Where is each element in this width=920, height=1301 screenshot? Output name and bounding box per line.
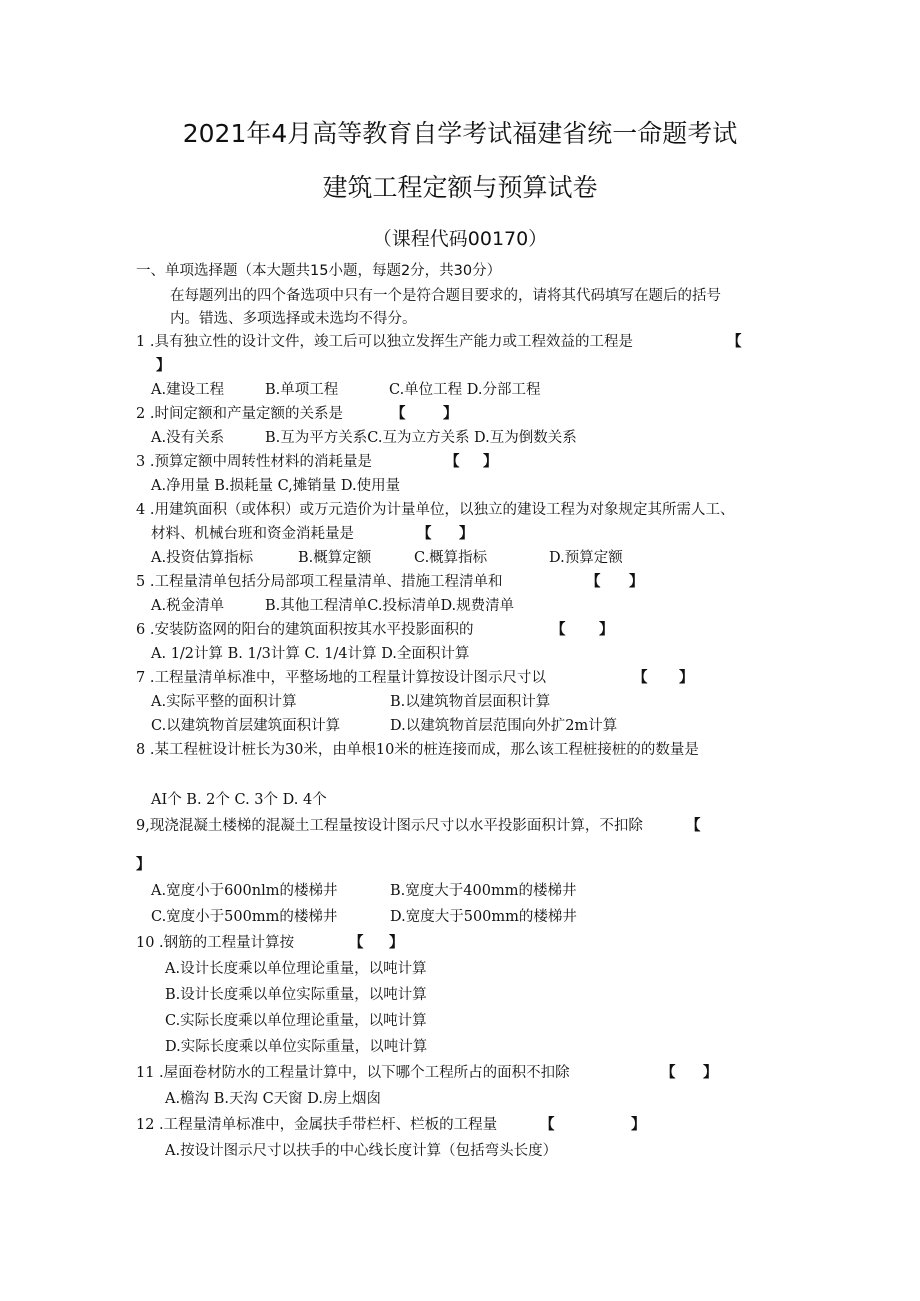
option: A.税金清单	[151, 598, 225, 614]
option: C.宽度小于500mm的楼梯井	[151, 909, 338, 925]
instructions-line-1: 在每题列出的四个备选项中只有一个是符合题目要求的，请将其代码填写在题后的括号	[170, 288, 721, 304]
answer-bracket-open: 【	[586, 574, 601, 590]
option: D.以建筑物首层范围向外扩2m计算	[390, 718, 618, 734]
question-8: 8 .某工程桩设计桩长为30米，由单根10米的桩连接而成，那么该工程桩接桩的的数量是	[136, 742, 699, 758]
answer-bracket-close: 】	[629, 574, 644, 590]
option: B.设计长度乘以单位实际重量，以吨计算	[165, 987, 427, 1003]
option: C.概算指标	[414, 550, 488, 566]
answer-bracket-close: 】	[703, 1065, 718, 1081]
answer-bracket-open: 【	[391, 406, 406, 422]
option: B.单项工程	[265, 382, 339, 398]
answer-bracket-open: 【	[661, 1065, 676, 1081]
answer-bracket-open: 【	[633, 670, 648, 686]
answer-bracket-close: 】	[136, 857, 151, 873]
question-3: 3 .预算定额中周转性材料的消耗量是	[136, 454, 372, 470]
question-1: 1 .具有独立性的设计文件，竣工后可以独立发挥生产能力或工程效益的工程是	[136, 334, 633, 350]
option: A.净用量 B.损耗量 C,摊销量 D.使用量	[151, 478, 401, 494]
answer-bracket-close: 】	[599, 622, 614, 638]
question-10: 10 .钢筋的工程量计算按	[136, 935, 295, 951]
exam-subtitle: 建筑工程定额与预算试卷	[322, 173, 598, 202]
option: C.以建筑物首层建筑面积计算	[151, 718, 341, 734]
answer-bracket-close: 】	[459, 526, 474, 542]
option: A.宽度小于600nlm的楼梯井	[151, 883, 338, 899]
option: B.宽度大于400mm的楼梯井	[390, 883, 577, 899]
answer-bracket-open: 【	[686, 818, 701, 834]
answer-bracket-close: 】	[679, 670, 694, 686]
option: C.实际长度乘以单位理论重量，以吨计算	[165, 1013, 427, 1029]
option: A.投资估算指标	[151, 550, 254, 566]
answer-bracket-open: 【	[727, 334, 742, 350]
option: C.单位工程 D.分部工程	[389, 382, 541, 398]
option: A.设计长度乘以单位理论重量，以吨计算	[165, 961, 427, 977]
option: A.按设计图示尺寸以扶手的中心线长度计算（包括弯头长度）	[165, 1143, 558, 1159]
option: D.实际长度乘以单位实际重量，以吨计算	[165, 1039, 428, 1055]
option: A.没有关系	[151, 430, 225, 446]
option: A. 1/2计算 B. 1/3计算 C. 1/4计算 D.全面积计算	[151, 646, 470, 662]
answer-bracket-close: 】	[156, 358, 171, 374]
option: B.以建筑物首层面积计算	[390, 694, 551, 710]
question-11: 11 .屋面卷材防水的工程量计算中，以下哪个工程所占的面积不扣除	[136, 1065, 570, 1081]
option: AI个 B. 2个 C. 3个 D. 4个	[151, 792, 327, 808]
course-code: （课程代码00170）	[372, 228, 548, 250]
option: D.宽度大于500mm的楼梯井	[390, 909, 577, 925]
option: A.建设工程	[151, 382, 225, 398]
question-12: 12 .工程量清单标准中，金属扶手带栏杆、栏板的工程量	[136, 1117, 498, 1133]
answer-bracket-close: 】	[443, 406, 458, 422]
answer-bracket-open: 【	[417, 526, 432, 542]
exam-title: 2021年4月高等教育自学考试福建省统一命题考试	[182, 119, 738, 148]
question-6: 6 .安装防盗网的阳台的建筑面积按其水平投影面积的	[136, 622, 474, 638]
question-7: 7 .工程量清单标准中，平整场地的工程量计算按设计图示尺寸以	[136, 670, 546, 686]
answer-bracket-close: 】	[483, 454, 498, 470]
answer-bracket-open: 【	[445, 454, 460, 470]
answer-bracket-close: 】	[389, 935, 404, 951]
option: A.檐沟 B.天沟 C天窗 D.房上烟囱	[165, 1091, 381, 1107]
answer-bracket-open: 【	[540, 1117, 555, 1133]
instructions-line-2: 内。错选、多项选择或未选均不得分。	[170, 311, 417, 327]
option: B.概算定额	[298, 550, 372, 566]
answer-bracket-open: 【	[551, 622, 566, 638]
answer-bracket-close: 】	[631, 1117, 646, 1133]
question-9: 9,现浇混凝土楼梯的混凝土工程量按设计图示尺寸以水平投影面积计算，不扣除	[136, 818, 643, 834]
option: B.其他工程清单C.投标清单D.规费清单	[265, 598, 515, 614]
question-5: 5 .工程量清单包括分局部项工程量清单、措施工程清单和	[136, 574, 503, 590]
question-4-continued: 材料、机械台班和资金消耗量是	[151, 526, 354, 542]
option: A.实际平整的面积计算	[151, 694, 297, 710]
section-heading: 一、单项选择题（本大题共15小题，每题2分，共30分）	[136, 263, 502, 279]
question-4: 4 .用建筑面积（或体积）或万元造价为计量单位，以独立的建设工程为对象规定其所需人工、	[136, 502, 735, 518]
question-2: 2 .时间定额和产量定额的关系是	[136, 406, 343, 422]
answer-bracket-open: 【	[349, 935, 364, 951]
option: D.预算定额	[549, 550, 623, 566]
option: B.互为平方关系C.互为立方关系 D.互为倒数关系	[265, 430, 577, 446]
